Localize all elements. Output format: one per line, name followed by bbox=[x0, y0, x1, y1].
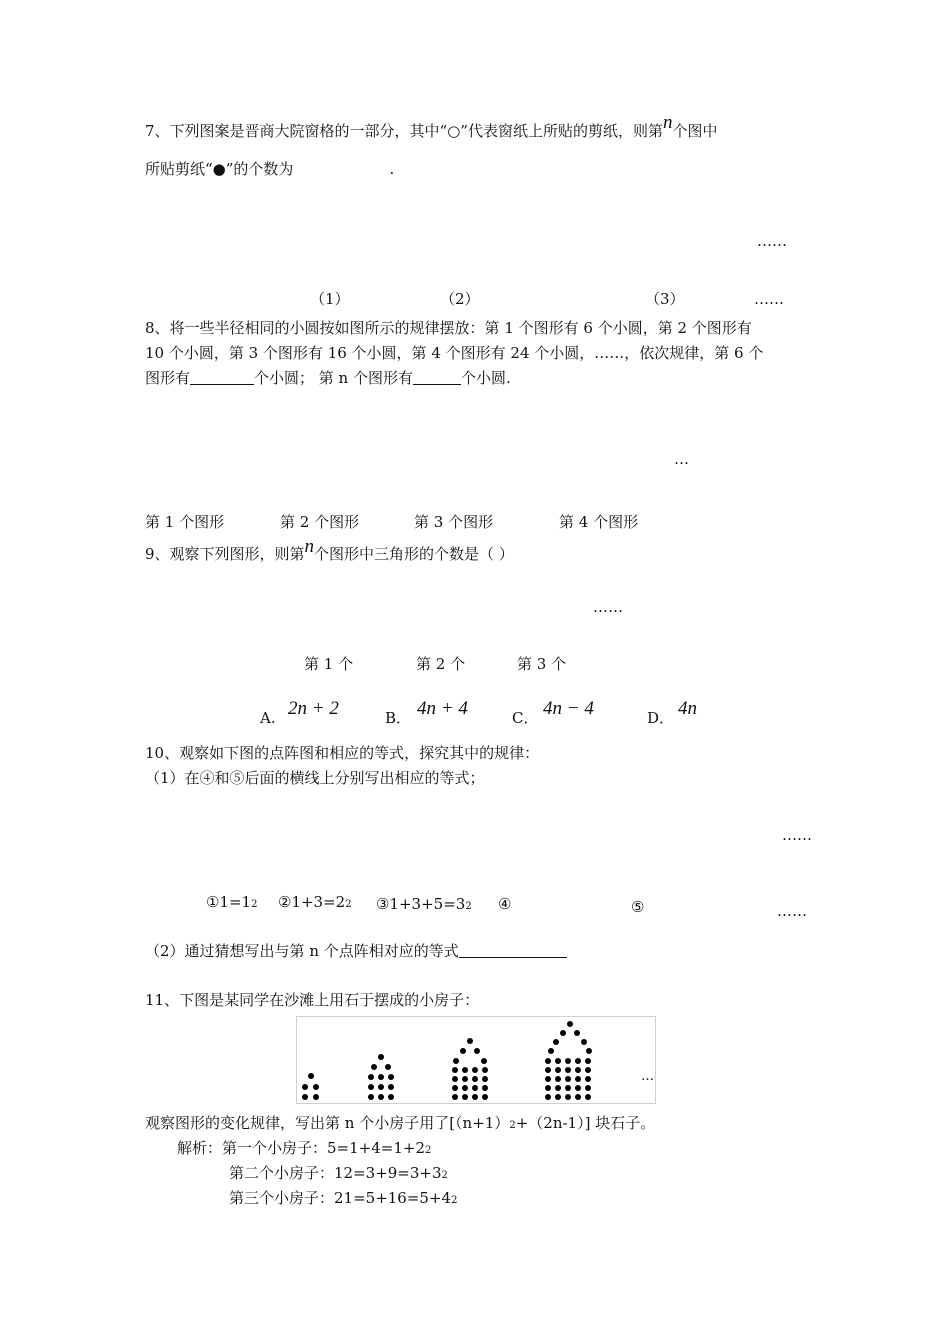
stone-dot bbox=[585, 1085, 591, 1091]
stone-dot bbox=[548, 1048, 554, 1054]
q8-ellipsis: … bbox=[674, 450, 689, 468]
q11-figure-ellipsis: … bbox=[641, 1069, 654, 1084]
q9-line bbox=[145, 536, 514, 566]
q8-line3-c: 个小圆. bbox=[460, 369, 511, 387]
stone-dot bbox=[453, 1058, 459, 1064]
stone-dot bbox=[581, 1039, 587, 1045]
q10-eq2 bbox=[278, 893, 352, 911]
q10-eq2-text: ②1+3=2 bbox=[278, 893, 346, 911]
stone-dot bbox=[565, 1058, 571, 1064]
stone-dot bbox=[565, 1067, 571, 1073]
q10-blank bbox=[459, 943, 567, 958]
stone-dot bbox=[575, 1085, 581, 1091]
stone-dot bbox=[313, 1094, 319, 1100]
stone-dot bbox=[462, 1085, 468, 1091]
stone-dot bbox=[472, 1067, 478, 1073]
q11-solution-2 bbox=[229, 1164, 448, 1182]
q11-solution-1 bbox=[177, 1139, 431, 1157]
stone-dot bbox=[545, 1085, 551, 1091]
q10-eq3-sup: 2 bbox=[465, 901, 472, 912]
stone-dot bbox=[555, 1094, 561, 1100]
q8-label-3: 第 3 个图形 bbox=[414, 513, 494, 531]
q11-sol1-text: 解析：第一个小房子：5=1+4=1+2 bbox=[177, 1139, 425, 1157]
q9-option-d-expr: 4n bbox=[678, 698, 697, 719]
stone-dot bbox=[378, 1094, 384, 1100]
q9-option-c-expr: 4n − 4 bbox=[543, 698, 594, 719]
stone-dot bbox=[308, 1073, 314, 1079]
stone-dot bbox=[565, 1076, 571, 1082]
stone-dot bbox=[462, 1094, 468, 1100]
q10-line3-text: （2）通过猜想写出与第 n 个点阵相对应的等式 bbox=[145, 942, 459, 960]
q9-option-b-expr: 4n + 4 bbox=[417, 698, 468, 719]
stone-houses-figure bbox=[296, 1016, 656, 1104]
q7-label-1: （1） bbox=[310, 290, 350, 308]
stone-dot bbox=[482, 1085, 488, 1091]
stone-dot bbox=[553, 1039, 559, 1045]
q8-label-4: 第 4 个图形 bbox=[559, 513, 639, 531]
stone-dot bbox=[560, 1030, 566, 1036]
stone-dot bbox=[565, 1094, 571, 1100]
stone-dot bbox=[467, 1038, 473, 1044]
stone-dot bbox=[555, 1085, 561, 1091]
stone-dot bbox=[378, 1084, 384, 1090]
q10-line2: （1）在④和⑤后面的横线上分别写出相应的等式； bbox=[145, 769, 485, 787]
q8-blank-1 bbox=[190, 370, 254, 385]
stone-dot bbox=[545, 1094, 551, 1100]
stone-dot bbox=[545, 1076, 551, 1082]
q9-label-1: 第 1 个 bbox=[304, 655, 354, 673]
q9-text-b: 个图形中三角形的个数是（ ） bbox=[314, 545, 514, 563]
q10-eq3-text: ③1+3+5=3 bbox=[376, 895, 466, 913]
q7-ellipsis-top: …… bbox=[757, 232, 787, 250]
stone-dot bbox=[575, 1094, 581, 1100]
q10-line3 bbox=[145, 942, 567, 960]
stone-dot bbox=[555, 1067, 561, 1073]
q9-text-a: 9、观察下列图形，则第 bbox=[145, 545, 305, 563]
q7-n-var: n bbox=[662, 112, 673, 133]
q9-ellipsis: …… bbox=[593, 598, 623, 616]
stone-dot bbox=[313, 1084, 319, 1090]
q8-line1: 8、将一些半径相同的小圆按如图所示的规律摆放：第 1 个图形有 6 个小圆，第 2 个图形有 bbox=[145, 319, 752, 337]
q8-line3-b: 个小圆； 第 n 个图形有 bbox=[254, 369, 413, 387]
stone-dot bbox=[482, 1067, 488, 1073]
stone-dot bbox=[545, 1058, 551, 1064]
q8-label-1: 第 1 个图形 bbox=[145, 513, 225, 531]
q9-option-d-letter: D． bbox=[647, 709, 675, 727]
q7-text-b: 个图中 bbox=[672, 122, 718, 140]
stone-dot bbox=[378, 1054, 384, 1060]
q11-line2-a: 观察图形的变化规律，写出第 n 个小房子用了[（n+1） bbox=[145, 1114, 510, 1132]
stone-dot bbox=[472, 1085, 478, 1091]
q8-line2: 10 个小圆，第 3 个图形有 16 个小圆，第 4 个图形有 24 个小圆，……，依次规律，第 6 个 bbox=[145, 344, 764, 362]
q10-ellipsis-bottom: …… bbox=[777, 902, 807, 920]
q10-eq1-sup: 2 bbox=[251, 899, 258, 910]
q10-eq1-text: ①1=1 bbox=[206, 893, 252, 911]
q8-line3-a: 图形有 bbox=[145, 369, 191, 387]
stone-dot bbox=[575, 1058, 581, 1064]
q10-ellipsis-top: …… bbox=[782, 826, 812, 844]
q11-line2-b: +（2n-1）] 块石子。 bbox=[515, 1114, 656, 1132]
stone-dot bbox=[565, 1085, 571, 1091]
q10-line1: 10、观察如下图的点阵图和相应的等式，探究其中的规律： bbox=[145, 744, 540, 762]
stone-dot bbox=[452, 1085, 458, 1091]
stone-dot bbox=[385, 1064, 391, 1070]
stone-dot bbox=[368, 1084, 374, 1090]
q11-sol2-text: 第二个小房子：12=3+9=3+3 bbox=[229, 1164, 442, 1182]
stone-dot bbox=[474, 1048, 480, 1054]
stone-dot bbox=[452, 1094, 458, 1100]
stone-dot bbox=[575, 1067, 581, 1073]
q7-text-a: 7、下列图案是晋商大院窗格的一部分，其中“○”代表窗纸上所贴的剪纸，则第 bbox=[145, 122, 663, 140]
stone-dot bbox=[388, 1084, 394, 1090]
stone-dot bbox=[388, 1094, 394, 1100]
stone-dot bbox=[585, 1076, 591, 1082]
stone-dot bbox=[555, 1076, 561, 1082]
stone-dot bbox=[368, 1074, 374, 1080]
q11-solution-3 bbox=[229, 1189, 457, 1207]
q9-option-b-letter: B． bbox=[385, 709, 412, 727]
stone-dot bbox=[302, 1084, 308, 1090]
q11-sol3-sup: 2 bbox=[451, 1195, 458, 1206]
stone-dot bbox=[575, 1076, 581, 1082]
stone-dot bbox=[368, 1094, 374, 1100]
q9-n-var: n bbox=[304, 536, 315, 557]
stone-dot bbox=[482, 1076, 488, 1082]
stone-dot bbox=[371, 1064, 377, 1070]
stone-dot bbox=[460, 1048, 466, 1054]
q7-line2 bbox=[145, 160, 394, 178]
q10-eq1 bbox=[206, 893, 257, 911]
stone-dot bbox=[378, 1074, 384, 1080]
q7-line2-end: . bbox=[389, 160, 395, 178]
q8-label-2: 第 2 个图形 bbox=[280, 513, 360, 531]
q7-label-2: （2） bbox=[440, 290, 480, 308]
stone-dot bbox=[302, 1094, 308, 1100]
q10-eq3 bbox=[376, 895, 472, 913]
stone-dot bbox=[482, 1094, 488, 1100]
q10-eq5: ⑤ bbox=[631, 898, 645, 916]
q7-label-3: （3） bbox=[645, 290, 685, 308]
stone-dot bbox=[472, 1094, 478, 1100]
stone-dot bbox=[462, 1067, 468, 1073]
q11-sol1-sup: 2 bbox=[425, 1145, 432, 1156]
stone-dot bbox=[585, 1067, 591, 1073]
q11-line2-sup: 2 bbox=[509, 1120, 516, 1131]
q11-line1: 11、下图是某同学在沙滩上用石于摆成的小房子： bbox=[145, 991, 480, 1009]
q11-sol2-sup: 2 bbox=[441, 1170, 448, 1181]
stone-dot bbox=[452, 1067, 458, 1073]
stone-dot bbox=[462, 1076, 468, 1082]
q9-label-2: 第 2 个 bbox=[416, 655, 466, 673]
stone-dot bbox=[388, 1074, 394, 1080]
stone-dot bbox=[555, 1058, 561, 1064]
stone-dot bbox=[585, 1094, 591, 1100]
q8-blank-2 bbox=[413, 370, 461, 385]
q9-option-a-letter: A. bbox=[260, 709, 276, 727]
stone-dot bbox=[585, 1058, 591, 1064]
q8-line3 bbox=[145, 369, 511, 387]
stone-dot bbox=[567, 1021, 573, 1027]
stone-dot bbox=[545, 1067, 551, 1073]
q10-eq2-sup: 2 bbox=[345, 899, 352, 910]
q10-eq4: ④ bbox=[498, 895, 512, 913]
q7-line2-text: 所贴剪纸“●”的个数为 bbox=[145, 160, 294, 178]
q7-ellipsis-bottom: …… bbox=[754, 290, 784, 308]
q11-line2 bbox=[145, 1114, 655, 1132]
q9-option-c-letter: C． bbox=[512, 709, 539, 727]
stone-dot bbox=[586, 1048, 592, 1054]
stone-dot bbox=[481, 1058, 487, 1064]
q9-option-a-expr: 2n + 2 bbox=[288, 698, 339, 719]
q9-label-3: 第 3 个 bbox=[517, 655, 567, 673]
stone-dot bbox=[452, 1076, 458, 1082]
stone-dot bbox=[472, 1076, 478, 1082]
q7-line1 bbox=[145, 112, 718, 143]
q11-sol3-text: 第三个小房子：21=5+16=5+4 bbox=[229, 1189, 452, 1207]
stone-dot bbox=[574, 1030, 580, 1036]
